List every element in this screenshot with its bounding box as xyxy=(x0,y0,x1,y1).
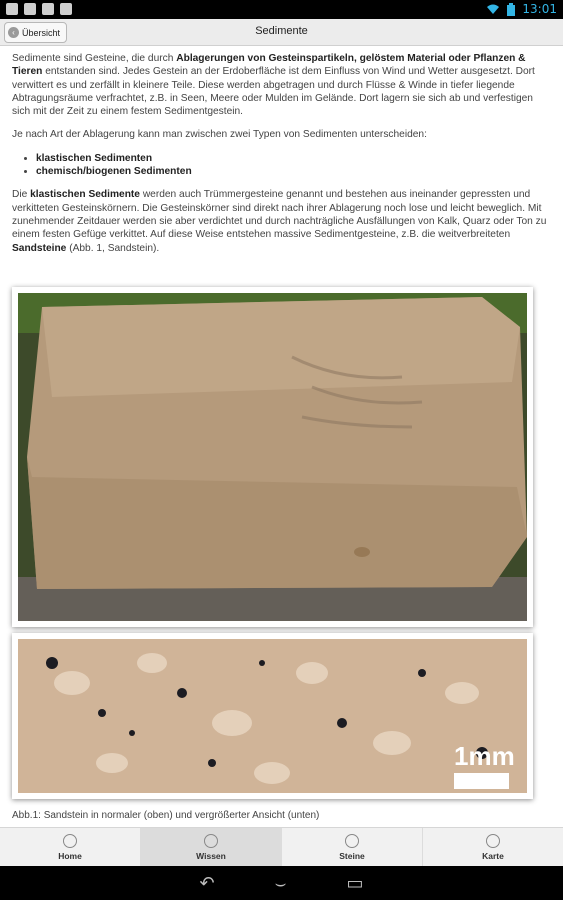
home-nav-icon[interactable]: ⌣ xyxy=(274,872,287,894)
tab-label: Karte xyxy=(482,851,504,861)
back-button-label: Übersicht xyxy=(22,27,61,38)
list-item: • chemisch/biogenen Sedimenten xyxy=(36,165,548,178)
system-nav-bar xyxy=(0,866,563,900)
clastic-paragraph: Die klastischen Sedimente werden auch Trümmergesteine genannt und bestehen aus ineinander gepressten und verkitteten Gesteinskörnern. Die Gesteinskörner sind direkt nach ihrer Ablagerung noch lose und leicht beweglich. Mit zunehmender Zeitdauer werden sie aber verdichtet und durch nachträgliche Ausfällungen von Kalk, Quarz oder Ton zu einem festen Gefüge verkittet. Auf diese Weise entstehen massive Sedimentgesteine, z.B. die weitverbreiteten Sandsteine (Abb. 1, Sandstein). xyxy=(12,189,547,254)
wifi-icon xyxy=(486,3,500,15)
sandstone-magnified-photo xyxy=(12,633,533,799)
list-item: • klastischen Sedimenten xyxy=(36,152,548,165)
sandstone-photo xyxy=(12,287,533,627)
types-paragraph: Je nach Art der Ablagerung kann man zwischen zwei Typen von Sedimenten unterscheiden: xyxy=(12,129,427,141)
app-window xyxy=(0,19,563,866)
image-notification-icon xyxy=(6,3,18,15)
sandstone-grains-image xyxy=(12,633,533,799)
notification-icons xyxy=(6,3,72,15)
battery-icon xyxy=(506,3,516,16)
figure-caption: Abb.1: Sandstein in normaler (oben) und vergrößerter Ansicht (unten) xyxy=(12,810,320,821)
download-notification-icon xyxy=(24,3,36,15)
knowledge-icon xyxy=(204,834,218,848)
system-status xyxy=(486,2,557,16)
title-bar xyxy=(0,19,563,46)
sandstone-block-image xyxy=(12,287,533,627)
scale-bar-label: 1mm xyxy=(454,741,515,771)
status-bar xyxy=(0,0,563,19)
article-text xyxy=(12,52,548,265)
tab-karte[interactable] xyxy=(423,828,563,867)
sediment-types-list xyxy=(12,152,548,179)
gallery-notification-icon xyxy=(42,3,54,15)
tab-steine[interactable] xyxy=(282,828,423,867)
recents-nav-icon[interactable]: ▭ xyxy=(346,872,364,894)
clock: 13:01 xyxy=(522,2,557,16)
tab-home[interactable] xyxy=(0,828,141,867)
home-icon xyxy=(63,834,77,848)
game-notification-icon xyxy=(60,3,72,15)
tab-label: Steine xyxy=(339,851,365,861)
bottom-tab-bar xyxy=(0,827,563,867)
tab-label: Home xyxy=(58,851,82,861)
back-arrow-icon: ‹ xyxy=(8,27,19,38)
tab-label: Wissen xyxy=(196,851,226,861)
intro-paragraph: Sedimente sind Gesteine, die durch Ablagerungen von Gesteinspartikeln, gelöstem Material oder Pflanzen & Tieren entstanden sind. Jedes Gestein an der Erdoberfläche ist dem Einfluss von Wind und Wetter ausgesetzt. Dort verwittert es und zerfällt in kleinere Teile. Diese werden abgetragen und durch Flüsse & Winde in tiefer liegende Abtragungsräume verfrachtet, z.B. in Seen, Meere oder Mulden im Gelände. Dort lagern sie sich ab und verfestigen sich mit der Zeit zu einem festem Sedimentgestein. xyxy=(12,53,535,118)
page-title: Sedimente xyxy=(255,25,308,37)
tab-wissen[interactable] xyxy=(141,828,282,867)
map-icon xyxy=(486,834,500,848)
stones-icon xyxy=(345,834,359,848)
back-nav-icon[interactable]: ↶ xyxy=(199,872,215,894)
